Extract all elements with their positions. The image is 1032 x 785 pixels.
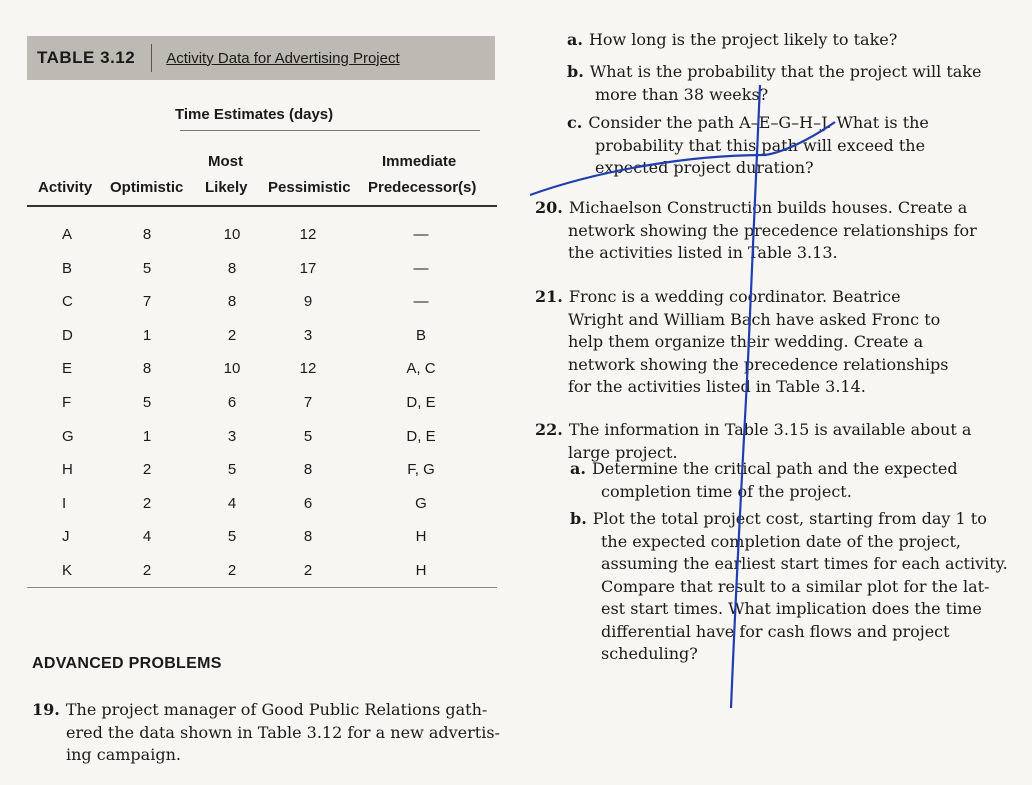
table-cell-likely: 8 <box>227 259 237 277</box>
table-label: TABLE 3.12 <box>37 48 136 67</box>
table-cell-predecessors: D, E <box>406 394 436 411</box>
table-cell-predecessors: A, C <box>406 360 436 378</box>
table-cell-pessimistic: 9 <box>303 293 313 311</box>
table-title-bar <box>27 36 495 80</box>
problem-22-part-a: a. Determine the critical path and the expected completion time of the project. <box>570 459 958 501</box>
table-cell-optimistic: 8 <box>142 226 152 243</box>
table-cell-likely: 3 <box>227 427 237 445</box>
problem-number: 19. <box>32 700 60 719</box>
table-cell-pessimistic: 17 <box>299 259 317 277</box>
table-cell-likely: 2 <box>227 562 237 579</box>
table-cell-activity: J <box>62 528 70 546</box>
table-cell-predecessors: F, G <box>407 461 435 479</box>
table-cell-likely: 5 <box>227 528 237 546</box>
table-cell-optimistic: 7 <box>142 293 152 311</box>
table-cell-activity: B <box>62 259 73 277</box>
part-c: c. Consider the path A–E–G–H–J. What is the probability that this path will exceed the expected project duration? <box>567 113 929 177</box>
table-cell-activity: K <box>62 562 73 579</box>
table-cell-optimistic: 2 <box>142 461 152 479</box>
table-cell-optimistic: 1 <box>142 326 152 344</box>
advanced-problems-heading: ADVANCED PROBLEMS <box>32 655 222 672</box>
table-cell-pessimistic: 6 <box>303 494 313 512</box>
header-activity: Activity <box>38 179 93 196</box>
table-cell-pessimistic: 8 <box>303 528 313 546</box>
table-cell-optimistic: 2 <box>142 562 152 579</box>
table-cell-likely: 8 <box>227 293 237 311</box>
table-cell-predecessors: B <box>415 326 426 344</box>
table-cell-pessimistic: 3 <box>303 326 313 344</box>
part-b: b. What is the probability that the project will take more than 38 weeks? <box>567 62 982 104</box>
table-cell-predecessors: — <box>413 226 429 243</box>
table-cell-optimistic: 5 <box>142 394 152 411</box>
table-cell-activity: I <box>62 494 67 512</box>
table-bottom-rule <box>27 587 497 588</box>
header-likely: Likely <box>205 179 248 196</box>
table-cell-likely: 4 <box>227 494 237 512</box>
problem-text: The project manager of Good Public Relations gath- <box>65 700 488 719</box>
table-cell-optimistic: 4 <box>142 528 152 546</box>
header-rule <box>27 205 497 207</box>
table-cell-activity: A <box>62 226 73 243</box>
header-predecessors: Predecessor(s) <box>368 179 477 196</box>
part-a: a. How long is the project likely to take? <box>567 30 898 49</box>
header-most: Most <box>208 153 243 170</box>
time-estimates-heading: Time Estimates (days) <box>175 106 334 123</box>
table-cell-pessimistic: 2 <box>303 562 313 579</box>
title-divider <box>151 44 152 72</box>
problem-20: 20. Michaelson Construction builds houses. Create a network showing the precedence relationships for the activities listed in Table 3.13. <box>535 198 977 262</box>
table-cell-predecessors: G <box>415 494 427 512</box>
header-pessimistic: Pessimistic <box>268 179 351 196</box>
table-cell-pessimistic: 7 <box>303 394 313 411</box>
table-cell-optimistic: 2 <box>142 494 152 512</box>
table-cell-pessimistic: 12 <box>299 360 317 378</box>
table-cell-pessimistic: 8 <box>303 461 313 479</box>
table-cell-likely: 2 <box>227 326 237 344</box>
table-cell-predecessors: — <box>413 293 429 311</box>
table-cell-activity: H <box>62 461 73 479</box>
table-cell-optimistic: 8 <box>142 360 152 378</box>
table-cell-activity: G <box>62 427 74 445</box>
table-cell-likely: 5 <box>227 461 237 479</box>
time-estimates-rule <box>180 130 480 131</box>
table-cell-pessimistic: 5 <box>303 427 313 445</box>
header-immediate: Immediate <box>382 153 457 170</box>
header-optimistic: Optimistic <box>110 179 184 196</box>
table-cell-predecessors: H <box>415 562 427 579</box>
table-cell-predecessors: D, E <box>406 427 436 445</box>
table-cell-optimistic: 5 <box>142 259 152 277</box>
problem-22: 22. The information in Table 3.15 is available about a large project. <box>535 420 972 462</box>
problem-22-part-b: b. Plot the total project cost, starting from day 1 to the expected completion date of the project, assuming the earliest start times for each activity. Compare that result to a similar plot for the lat- est start times. What implication does the time differential have for cash flows and project scheduling? <box>570 509 1008 663</box>
table-cell-predecessors: — <box>413 259 429 277</box>
problem-text: ing campaign. <box>66 745 181 764</box>
table-cell-likely: 6 <box>227 394 237 411</box>
problem-text: ered the data shown in Table 3.12 for a new advertis- <box>66 722 500 742</box>
table-caption: Activity Data for Advertising Project <box>166 49 400 67</box>
table-cell-predecessors: H <box>415 528 427 546</box>
table-cell-activity: E <box>62 360 73 378</box>
table-cell-activity: F <box>62 394 72 411</box>
table-cell-activity: C <box>62 293 73 311</box>
problem-21: 21. Fronc is a wedding coordinator. Beatrice Wright and William Bach have asked Fronc to help them organize their wedding. Create a network showing the precedence relationships for the activities listed in Table 3.14. <box>535 287 949 396</box>
table-cell-likely: 10 <box>223 226 241 243</box>
table-cell-pessimistic: 12 <box>299 226 317 243</box>
problem-19 <box>32 699 502 767</box>
table-cell-optimistic: 1 <box>142 427 152 445</box>
table-cell-likely: 10 <box>223 360 241 378</box>
table-cell-activity: D <box>62 326 73 344</box>
